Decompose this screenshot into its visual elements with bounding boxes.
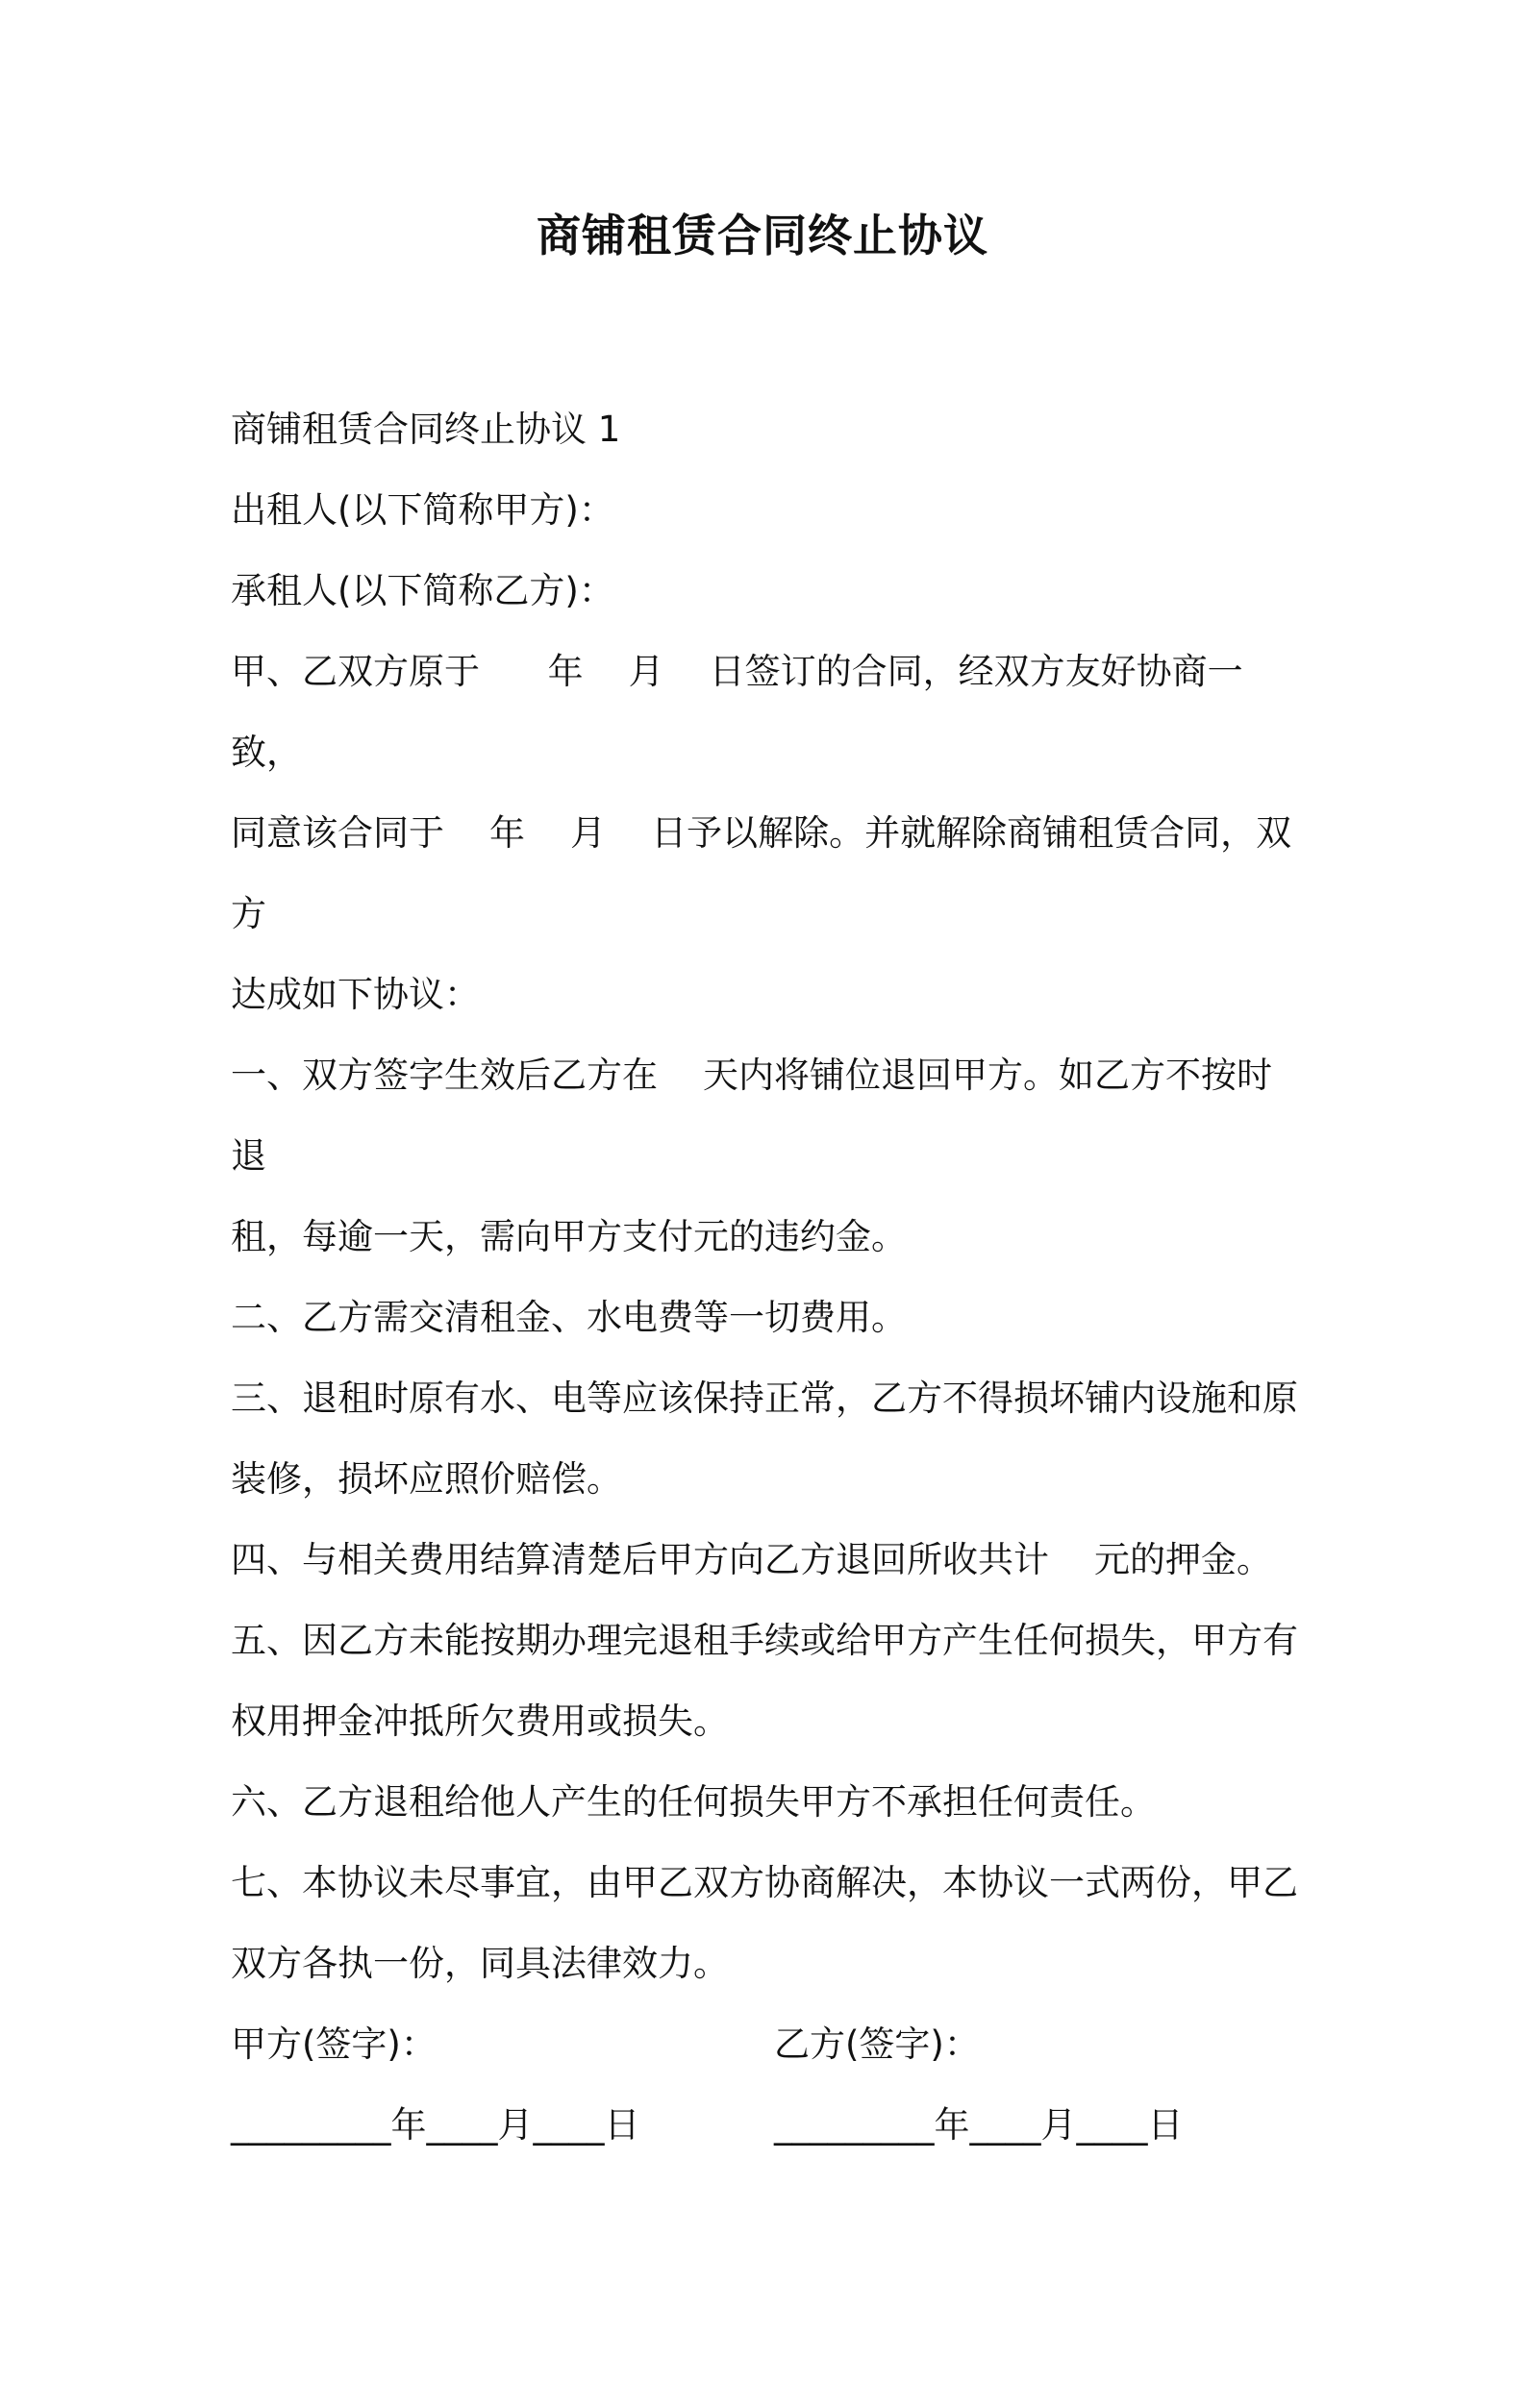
clause-1-line-1: 一、双方签字生效后乙方在 天内将铺位退回甲方。如乙方不按时退 (231, 1055, 1273, 1177)
clause-3-line-1: 三、退租时原有水、电等应该保持正常，乙方不得损坏铺内设施和原 (231, 1378, 1298, 1419)
party-b-signature-label: 乙方(签字)： (774, 2023, 980, 2065)
lessor-line: 出租人(以下简称甲方)： (231, 489, 614, 531)
clause-7-line-1: 七、本协议未尽事宜，由甲乙双方协商解决，本协议一式两份，甲乙 (231, 1862, 1298, 1903)
party-a-signature-label: 甲方(签字)： (231, 2023, 437, 2065)
clause-2: 二、乙方需交清租金、水电费等一切费用。 (231, 1297, 907, 1338)
signature-label-row (231, 2004, 1308, 2085)
party-b-date-line: _________年____月____日 (774, 2104, 1184, 2146)
clause-6: 六、乙方退租给他人产生的任何损失甲方不承担任何责任。 (231, 1781, 1156, 1823)
clause-3-line-2: 装修，损坏应照价赔偿。 (231, 1458, 622, 1500)
party-a-date-line: _________年____月____日 (231, 2104, 640, 2146)
preamble-line-1: 甲、乙双方原于 年 月 日签订的合同，经双方友好协商一致， (231, 651, 1243, 773)
clause-7-line-2: 双方各执一份，同具法律效力。 (231, 1943, 729, 1984)
agreement-subtitle: 商铺租赁合同终止协议 1 (231, 409, 621, 450)
lessee-line: 承租人(以下简称乙方)： (231, 570, 614, 611)
document-title: 商铺租赁合同终止协议 (537, 210, 988, 261)
clause-1-line-2: 租，每逾一天，需向甲方支付元的违约金。 (231, 1216, 907, 1257)
clause-5-line-1: 五、因乙方未能按期办理完退租手续或给甲方产生任何损失，甲方有 (231, 1620, 1298, 1661)
preamble-line-2: 同意该合同于 年 月 日予以解除。并就解除商铺租赁合同，双方 (231, 812, 1292, 934)
preamble-line-3: 达成如下协议： (231, 974, 480, 1015)
clause-5-line-2: 权用押金冲抵所欠费用或损失。 (231, 1700, 729, 1742)
clause-4: 四、与相关费用结算清楚后甲方向乙方退回所收共计 元的押金。 (231, 1539, 1273, 1580)
signature-date-row (231, 2085, 1308, 2166)
document-body (231, 389, 1308, 2166)
